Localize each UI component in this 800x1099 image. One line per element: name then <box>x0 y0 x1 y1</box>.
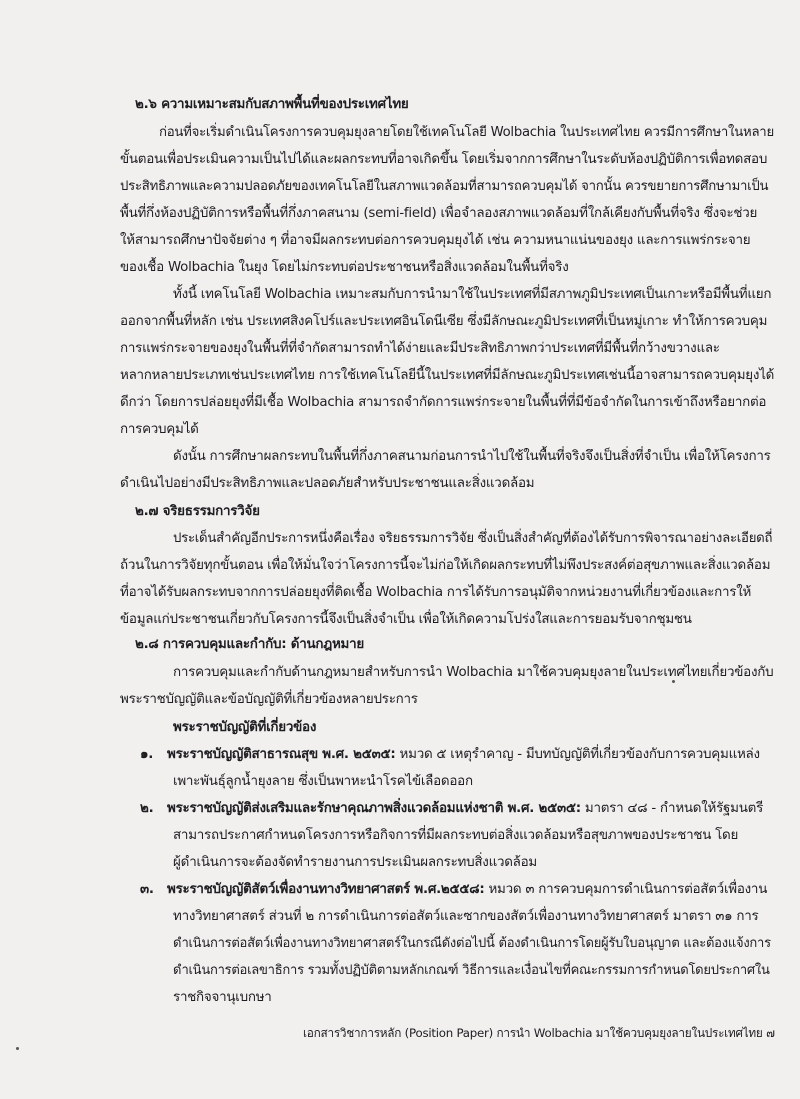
list-item-first-line <box>167 800 763 818</box>
paragraph-line: ข้อมูลแก่ประชาชนเกี่ยวกับโครงการนี้จึงเป็นสิ่งจำเป็น เพื่อให้เกิดความโปร่งใสและการยอมรับจากชุมชน <box>120 612 692 627</box>
list-item-first-line <box>167 746 760 764</box>
act-title: พระราชบัญญัติส่งเสริมและรักษาคุณภาพสิ่งแวดล้อมแห่งชาติ พ.ศ. ๒๕๓๕: <box>167 801 581 816</box>
paragraph-line: ประเด็นสำคัญอีกประการหนึ่งคือเรื่อง จริยธรรมการวิจัย ซึ่งเป็นสิ่งสำคัญที่ต้องได้รับการพิจารณาอย่างละเอียดถี่ <box>173 531 773 546</box>
act-detail: มาตรา ๔๘ - กำหนดให้รัฐมนตรี <box>580 801 764 816</box>
paragraph-line: ถ้วนในการวิจัยทุกขั้นตอน เพื่อให้มั่นใจว่าโครงการนี้จะไม่ก่อให้เกิดผลกระทบที่ไม่พึงประสงค์ต่อสุขภาพและสิ่งแวดล้อม <box>120 558 771 573</box>
list-item-line: สามารถประกาศกำหนดโครงการหรือกิจการที่มีผลกระทบต่อสิ่งแวดล้อมหรือสุขภาพของประชาชน โดย <box>173 828 739 843</box>
list-item-line: เพาะพันธุ์ลูกน้ำยุงลาย ซึ่งเป็นพาหะนำโรคไข้เลือดออก <box>173 774 473 789</box>
paragraph-line: การควบคุมและกำกับด้านกฎหมายสำหรับการนำ Wolbachia มาใช้ควบคุมยุงลายในประเทศไทยเกี่ยวข้องกับ <box>173 665 774 680</box>
act-title: พระราชบัญญัติสาธารณสุข พ.ศ. ๒๕๓๕: <box>167 747 396 762</box>
paragraph-line: พื้นที่กึ่งห้องปฏิบัติการหรือพื้นที่กึ่งภาคสนาม (semi-field) เพื่อจำลองสภาพแวดล้อมที่ใกล้เคียงกับพื้นที่จริง ซึ่งจะช่วย <box>120 206 758 221</box>
paragraph-line: การแพร่กระจายของยุงในพื้นที่ที่จำกัดสามารถทำได้ง่ายและมีประสิทธิภาพกว่าประเทศที่มีพื้นที่กว้างขวางและ <box>120 341 720 356</box>
list-item-line: ผู้ดำเนินการจะต้องจัดทำรายงานการประเมินผลกระทบสิ่งแวดล้อม <box>173 855 537 870</box>
paragraph-line: ดีกว่า โดยการปล่อยยุงที่มีเชื้อ Wolbachia สามารถจำกัดการแพร่กระจายในพื้นที่ที่มีข้อจำกัดในการเข้าถึงหรือยากต่อ <box>120 395 767 410</box>
list-item-line: ทางวิทยาศาสตร์ ส่วนที่ ๒ การดำเนินการต่อสัตว์และซากของสัตว์เพื่องานทางวิทยาศาสตร์ มาตรา ๓๑ การ <box>173 909 759 924</box>
paragraph-line: ของเชื้อ Wolbachia ในยุง โดยไม่กระทบต่อประชาชนหรือสิ่งแวดล้อมในพื้นที่จริง <box>120 260 569 275</box>
paragraph-line: ทั้งนี้ เทคโนโลยี Wolbachia เหมาะสมกับการนำมาใช้ในประเทศที่มีสภาพภูมิประเทศเป็นเกาะหรือมีพื้นที่แยก <box>173 287 772 302</box>
paragraph-line: ก่อนที่จะเริ่มดำเนินโครงการควบคุมยุงลายโดยใช้เทคโนโลยี Wolbachia ในประเทศไทย ควรมีการศึกษาในหลาย <box>159 125 774 140</box>
paragraph-line: ให้สามารถศึกษาปัจจัยต่าง ๆ ที่อาจมีผลกระทบต่อการควบคุมยุงได้ เช่น ความหนาแน่นของยุง และการแพร่กระจาย <box>120 233 751 248</box>
scan-speck <box>16 1047 19 1050</box>
paragraph-line: ประสิทธิภาพและความปลอดภัยของเทคโนโลยีในสภาพแวดล้อมที่สามารถควบคุมได้ จากนั้น ควรขยายการศึกษามาเป็น <box>120 179 769 194</box>
paragraph-line: การควบคุมได้ <box>120 422 199 437</box>
list-item-number: ๒. <box>140 801 154 816</box>
section-heading-2-7: ๒.๗ จริยธรรมการวิจัย <box>135 504 260 519</box>
paragraph-line: ขั้นตอนเพื่อประเมินความเป็นไปได้และผลกระทบที่อาจเกิดขึ้น โดยเริ่มจากการศึกษาในระดับห้องปฏิบัติการเพื่อทดสอบ <box>120 152 768 167</box>
list-item-line: ดำเนินการต่อเลขาธิการ รวมทั้งปฏิบัติตามหลักเกณฑ์ วิธีการและเงื่อนไขที่คณะกรรมการกำหนดโดยประกาศใน <box>173 963 770 978</box>
paragraph-line: หลากหลายประเภทเช่นประเทศไทย การใช้เทคโนโลยีนี้ในประเทศที่มีลักษณะภูมิประเทศเช่นนี้อาจสามารถควบคุมยุงได้ <box>120 368 775 383</box>
subheading-acts: พระราชบัญญัติที่เกี่ยวข้อง <box>173 720 317 735</box>
list-item-number: ๑. <box>140 747 154 762</box>
act-detail: หมวด ๓ การควบคุมการดำเนินการต่อสัตว์เพื่องาน <box>484 882 768 897</box>
section-heading-2-6: ๒.๖ ความเหมาะสมกับสภาพพื้นที่ของประเทศไทย <box>135 97 409 112</box>
paragraph-line: ดำเนินไปอย่างมีประสิทธิภาพและปลอดภัยสำหรับประชาชนและสิ่งแวดล้อม <box>120 476 535 491</box>
act-title: พระราชบัญญัติสัตว์เพื่องานทางวิทยาศาสตร์ พ.ศ.๒๕๕๘: <box>167 882 485 897</box>
paragraph-line: พระราชบัญญัติและข้อบัญญัติที่เกี่ยวข้องหลายประการ <box>120 692 418 707</box>
paragraph-line: ดังนั้น การศึกษาผลกระทบในพื้นที่กึ่งภาคสนามก่อนการนำไปใช้ในพื้นที่จริงจึงเป็นสิ่งที่จำเป็น เพื่อให้โครงการ <box>173 449 771 464</box>
list-item-line: ราชกิจจานุเบกษา <box>173 990 272 1005</box>
list-item-line: ดำเนินการต่อสัตว์เพื่องานทางวิทยาศาสตร์ในกรณีดังต่อไปนี้ ต้องดำเนินการโดยผู้รับใบอนุญาต และต้องแจ้งการ <box>173 936 771 951</box>
section-heading-2-8: ๒.๘ การควบคุมและกำกับ: ด้านกฎหมาย <box>135 637 365 652</box>
list-item-number: ๓. <box>140 882 154 897</box>
paragraph-line: ที่อาจได้รับผลกระทบจากการปล่อยยุงที่ติดเชื้อ Wolbachia การได้รับการอนุมัติจากหน่วยงานที่เกี่ยวข้องและการให้ <box>120 585 752 600</box>
page-footer: เอกสารวิชาการหลัก (Position Paper) การนำ Wolbachia มาใช้ควบคุมยุงลายในประเทศไทย ๗ <box>303 1026 775 1040</box>
list-item-first-line <box>167 881 767 899</box>
paragraph-line: ออกจากพื้นที่หลัก เช่น ประเทศสิงคโปร์และประเทศอินโดนีเซีย ซึ่งมีลักษณะภูมิประเทศที่เป็นหมู่เกาะ ทำให้การควบคุม <box>120 314 768 329</box>
act-detail: หมวด ๕ เหตุรำคาญ - มีบทบัญญัติที่เกี่ยวข้องกับการควบคุมแหล่ง <box>395 747 760 762</box>
